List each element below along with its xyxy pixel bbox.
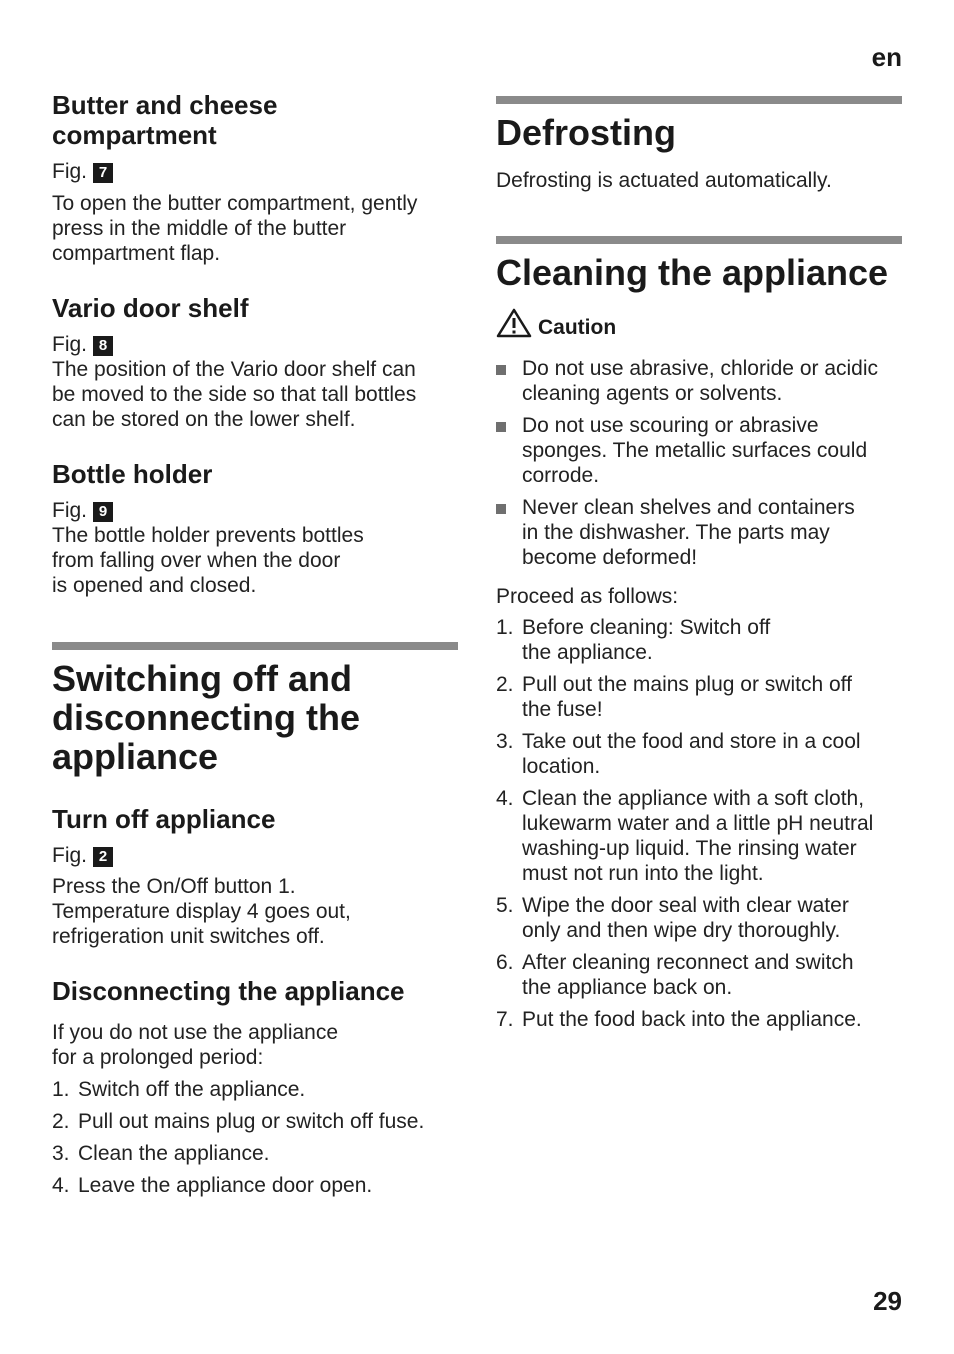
language-code: en xyxy=(871,42,902,72)
list-item: Do not use abrasive, chloride or acidic cleaning agents or solvents. xyxy=(496,356,906,406)
fig-reference-turnoff: Fig. 2 xyxy=(52,843,113,868)
list-item: 7. Put the food back into the appliance. xyxy=(496,1008,862,1031)
figure-number-badge: 9 xyxy=(93,502,113,522)
fig-reference-butter: Fig. 7 xyxy=(52,159,113,184)
list-item: Never clean shelves and containers in the dishwasher. The parts may become deformed! xyxy=(496,495,906,570)
warning-triangle-icon xyxy=(496,308,532,338)
section-divider xyxy=(496,236,902,244)
heading-vario-door-shelf: Vario door shelf xyxy=(52,293,249,323)
figure-number-badge: 7 xyxy=(93,163,113,183)
paragraph-proceed: Proceed as follows: xyxy=(496,585,679,608)
bullet-square-icon xyxy=(496,422,506,432)
section-divider xyxy=(52,642,458,650)
fig-reference-vario: Fig. 8 xyxy=(52,332,113,357)
list-item: 1. Switch off the appliance. xyxy=(52,1078,306,1101)
list-item: 1. Before cleaning: Switch off the appliance. xyxy=(496,616,771,664)
heading-bottle-holder: Bottle holder xyxy=(52,459,213,489)
section-divider xyxy=(496,96,902,104)
figure-number-badge: 8 xyxy=(93,336,113,356)
caution-bullet-list xyxy=(496,356,906,577)
list-item: Do not use scouring or abrasive sponges. The metallic surfaces could corrode. xyxy=(496,413,906,488)
heading-defrosting: Defrosting xyxy=(496,112,676,153)
list-item: 3. Clean the appliance. xyxy=(52,1142,270,1165)
disconnect-steps-list xyxy=(52,1077,462,1205)
heading-switching-off: Switching off and disconnecting the appliance xyxy=(52,658,361,777)
heading-butter-compartment: Butter and cheese compartment xyxy=(52,90,278,150)
bullet-square-icon xyxy=(496,504,506,514)
caution-notice xyxy=(496,308,616,340)
fig-reference-bottle: Fig. 9 xyxy=(52,498,113,523)
paragraph-bottle: The bottle holder prevents bottles from falling over when the door is opened and closed. xyxy=(52,524,364,597)
paragraph-defrosting: Defrosting is actuated automatically. xyxy=(496,169,832,192)
bullet-square-icon xyxy=(496,365,506,375)
caution-label: Caution xyxy=(538,316,617,339)
paragraph-disconnect-intro: If you do not use the appliance for a prolonged period: xyxy=(52,1021,339,1069)
list-item: 3. Take out the food and store in a cool location. xyxy=(496,730,861,778)
heading-cleaning: Cleaning the appliance xyxy=(496,252,889,293)
heading-disconnecting: Disconnecting the appliance xyxy=(52,976,405,1006)
page-number: 29 xyxy=(873,1286,902,1316)
heading-turn-off-appliance: Turn off appliance xyxy=(52,804,276,834)
list-item: 2. Pull out the mains plug or switch off the fuse! xyxy=(496,673,852,721)
paragraph-butter: To open the butter compartment, gently press in the middle of the butter compartment flap. xyxy=(52,192,418,265)
list-item: 5. Wipe the door seal with clear water only and then wipe dry thoroughly. xyxy=(496,894,849,942)
cleaning-steps-list xyxy=(496,615,906,1039)
list-item: 2. Pull out mains plug or switch off fuse. xyxy=(52,1110,425,1133)
figure-number-badge: 2 xyxy=(93,847,113,867)
list-item: 6. After cleaning reconnect and switch the appliance back on. xyxy=(496,951,854,999)
paragraph-turnoff: Press the On/Off button 1. Temperature display 4 goes out, refrigeration unit switches off. xyxy=(52,875,351,948)
paragraph-vario: The position of the Vario door shelf can be moved to the side so that tall bottles can be stored on the lower shelf. xyxy=(52,358,417,431)
list-item: 4. Leave the appliance door open. xyxy=(52,1174,373,1197)
list-item: 4. Clean the appliance with a soft cloth, lukewarm water and a little pH neutral washing-up liquid. The rinsing water must not run into the light. xyxy=(496,787,874,885)
